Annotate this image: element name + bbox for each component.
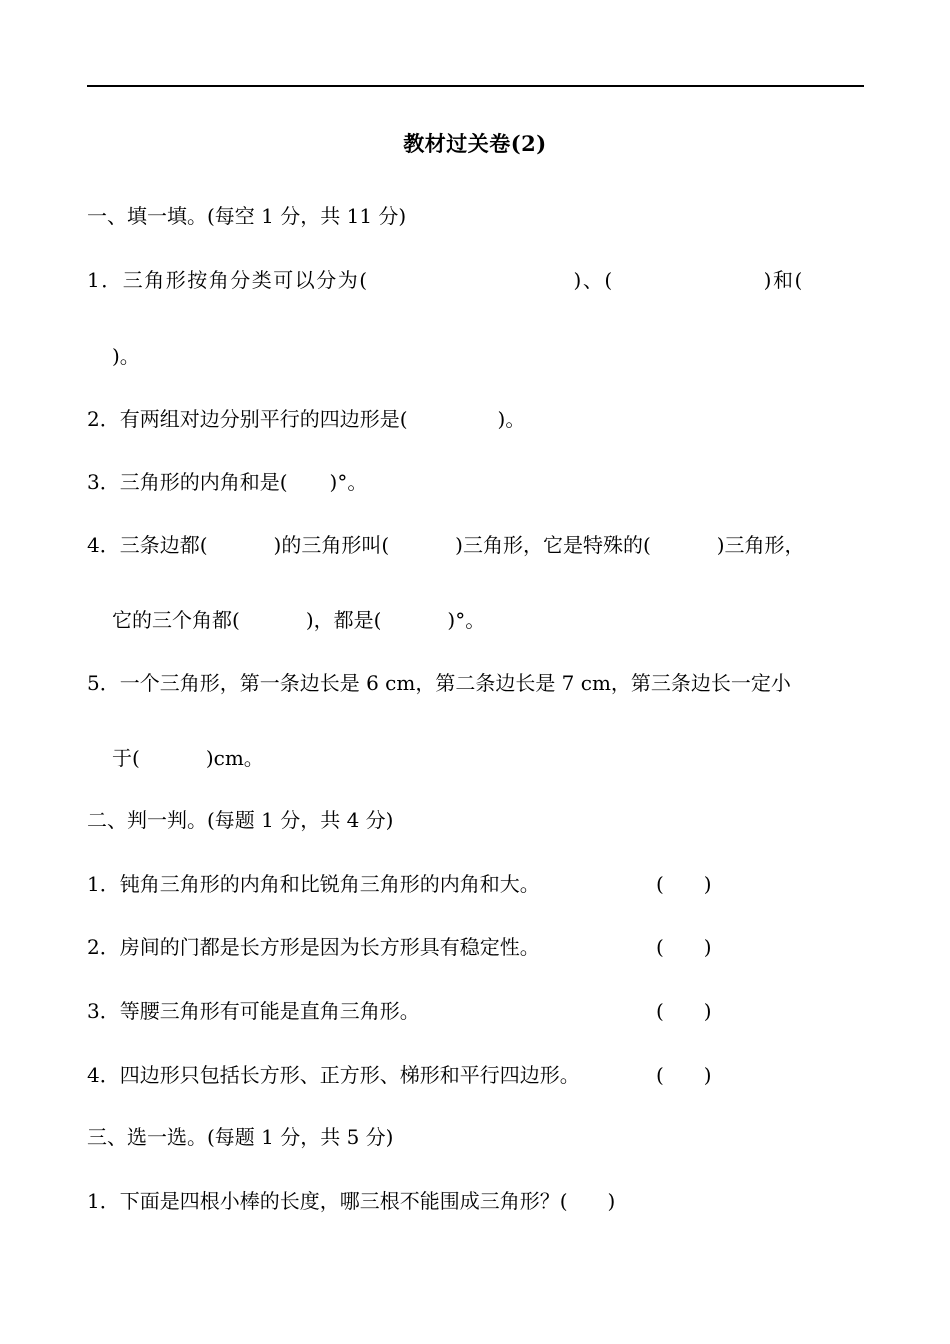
- s1-q1-text-b: )、(: [573, 268, 614, 292]
- s1-q1-line2: [112, 342, 140, 370]
- s1-q4-text-a: 4．三条边都(: [87, 533, 208, 557]
- s1-q5-text-b: 于(: [112, 746, 140, 770]
- s1-q1-text-d: )。: [112, 344, 140, 368]
- s1-q4-text-d: )三角形，: [716, 533, 805, 557]
- s3-q1: [87, 1187, 615, 1215]
- s3-q1-text-b: ): [607, 1189, 616, 1213]
- section3-heading: 三、选一选。(每题 1 分，共 5 分): [87, 1125, 394, 1149]
- s1-q4-text-g: )°。: [447, 608, 486, 632]
- top-rule: [87, 85, 864, 87]
- s1-q4-line2: [112, 606, 485, 634]
- s1-q5-text-c: )cm。: [205, 746, 264, 770]
- s2-answer-box-2[interactable]: ( ): [656, 935, 712, 959]
- s1-q2-text-b: )。: [497, 407, 526, 431]
- s1-q5-line1: [87, 669, 791, 697]
- s1-q2: [87, 405, 525, 433]
- section2-heading: 二、判一判。(每题 1 分，共 4 分): [87, 808, 394, 832]
- s2-item-1: 1．钝角三角形的内角和比锐角三角形的内角和大。: [87, 872, 540, 896]
- s1-q1-line1: [87, 266, 804, 294]
- s2-item-3: 3．等腰三角形有可能是直角三角形。: [87, 999, 420, 1023]
- s1-q4-line1: [87, 531, 805, 559]
- s2-item-4: 4．四边形只包括长方形、正方形、梯形和平行四边形。: [87, 1063, 580, 1087]
- s1-q3-text-a: 3．三角形的内角和是(: [87, 470, 288, 494]
- s2-item-2: 2．房间的门都是长方形是因为长方形具有稳定性。: [87, 935, 540, 959]
- s2-answer-box-4[interactable]: ( ): [656, 1063, 712, 1087]
- s2-answer-box-1[interactable]: ( ): [656, 872, 712, 896]
- s1-q4-text-c: )三角形，它是特殊的(: [455, 533, 651, 557]
- s2-answer-box-3[interactable]: ( ): [656, 999, 712, 1023]
- s3-q1-text-a: 1．下面是四根小棒的长度，哪三根不能围成三角形？(: [87, 1189, 568, 1213]
- s1-q3-text-b: )°。: [329, 470, 368, 494]
- s1-q5-line2: [112, 744, 264, 772]
- section1-heading: 一、填一填。(每空 1 分，共 11 分): [87, 204, 407, 228]
- s1-q4-text-b: )的三角形叫(: [273, 533, 390, 557]
- s1-q4-text-e: 它的三个角都(: [112, 608, 240, 632]
- s1-q2-text-a: 2．有两组对边分别平行的四边形是(: [87, 407, 408, 431]
- s1-q4-text-f: )，都是(: [305, 608, 382, 632]
- s1-q5-text-a: 5．一个三角形，第一条边长是 6 cm，第二条边长是 7 cm，第三条边长一定小: [87, 671, 791, 695]
- page-title: 教材过关卷(2): [403, 131, 547, 156]
- s1-q1-text-c: )和(: [763, 268, 804, 292]
- s1-q1-text-a: 1．三角形按角分类可以分为(: [87, 268, 369, 292]
- s1-q3: [87, 468, 367, 496]
